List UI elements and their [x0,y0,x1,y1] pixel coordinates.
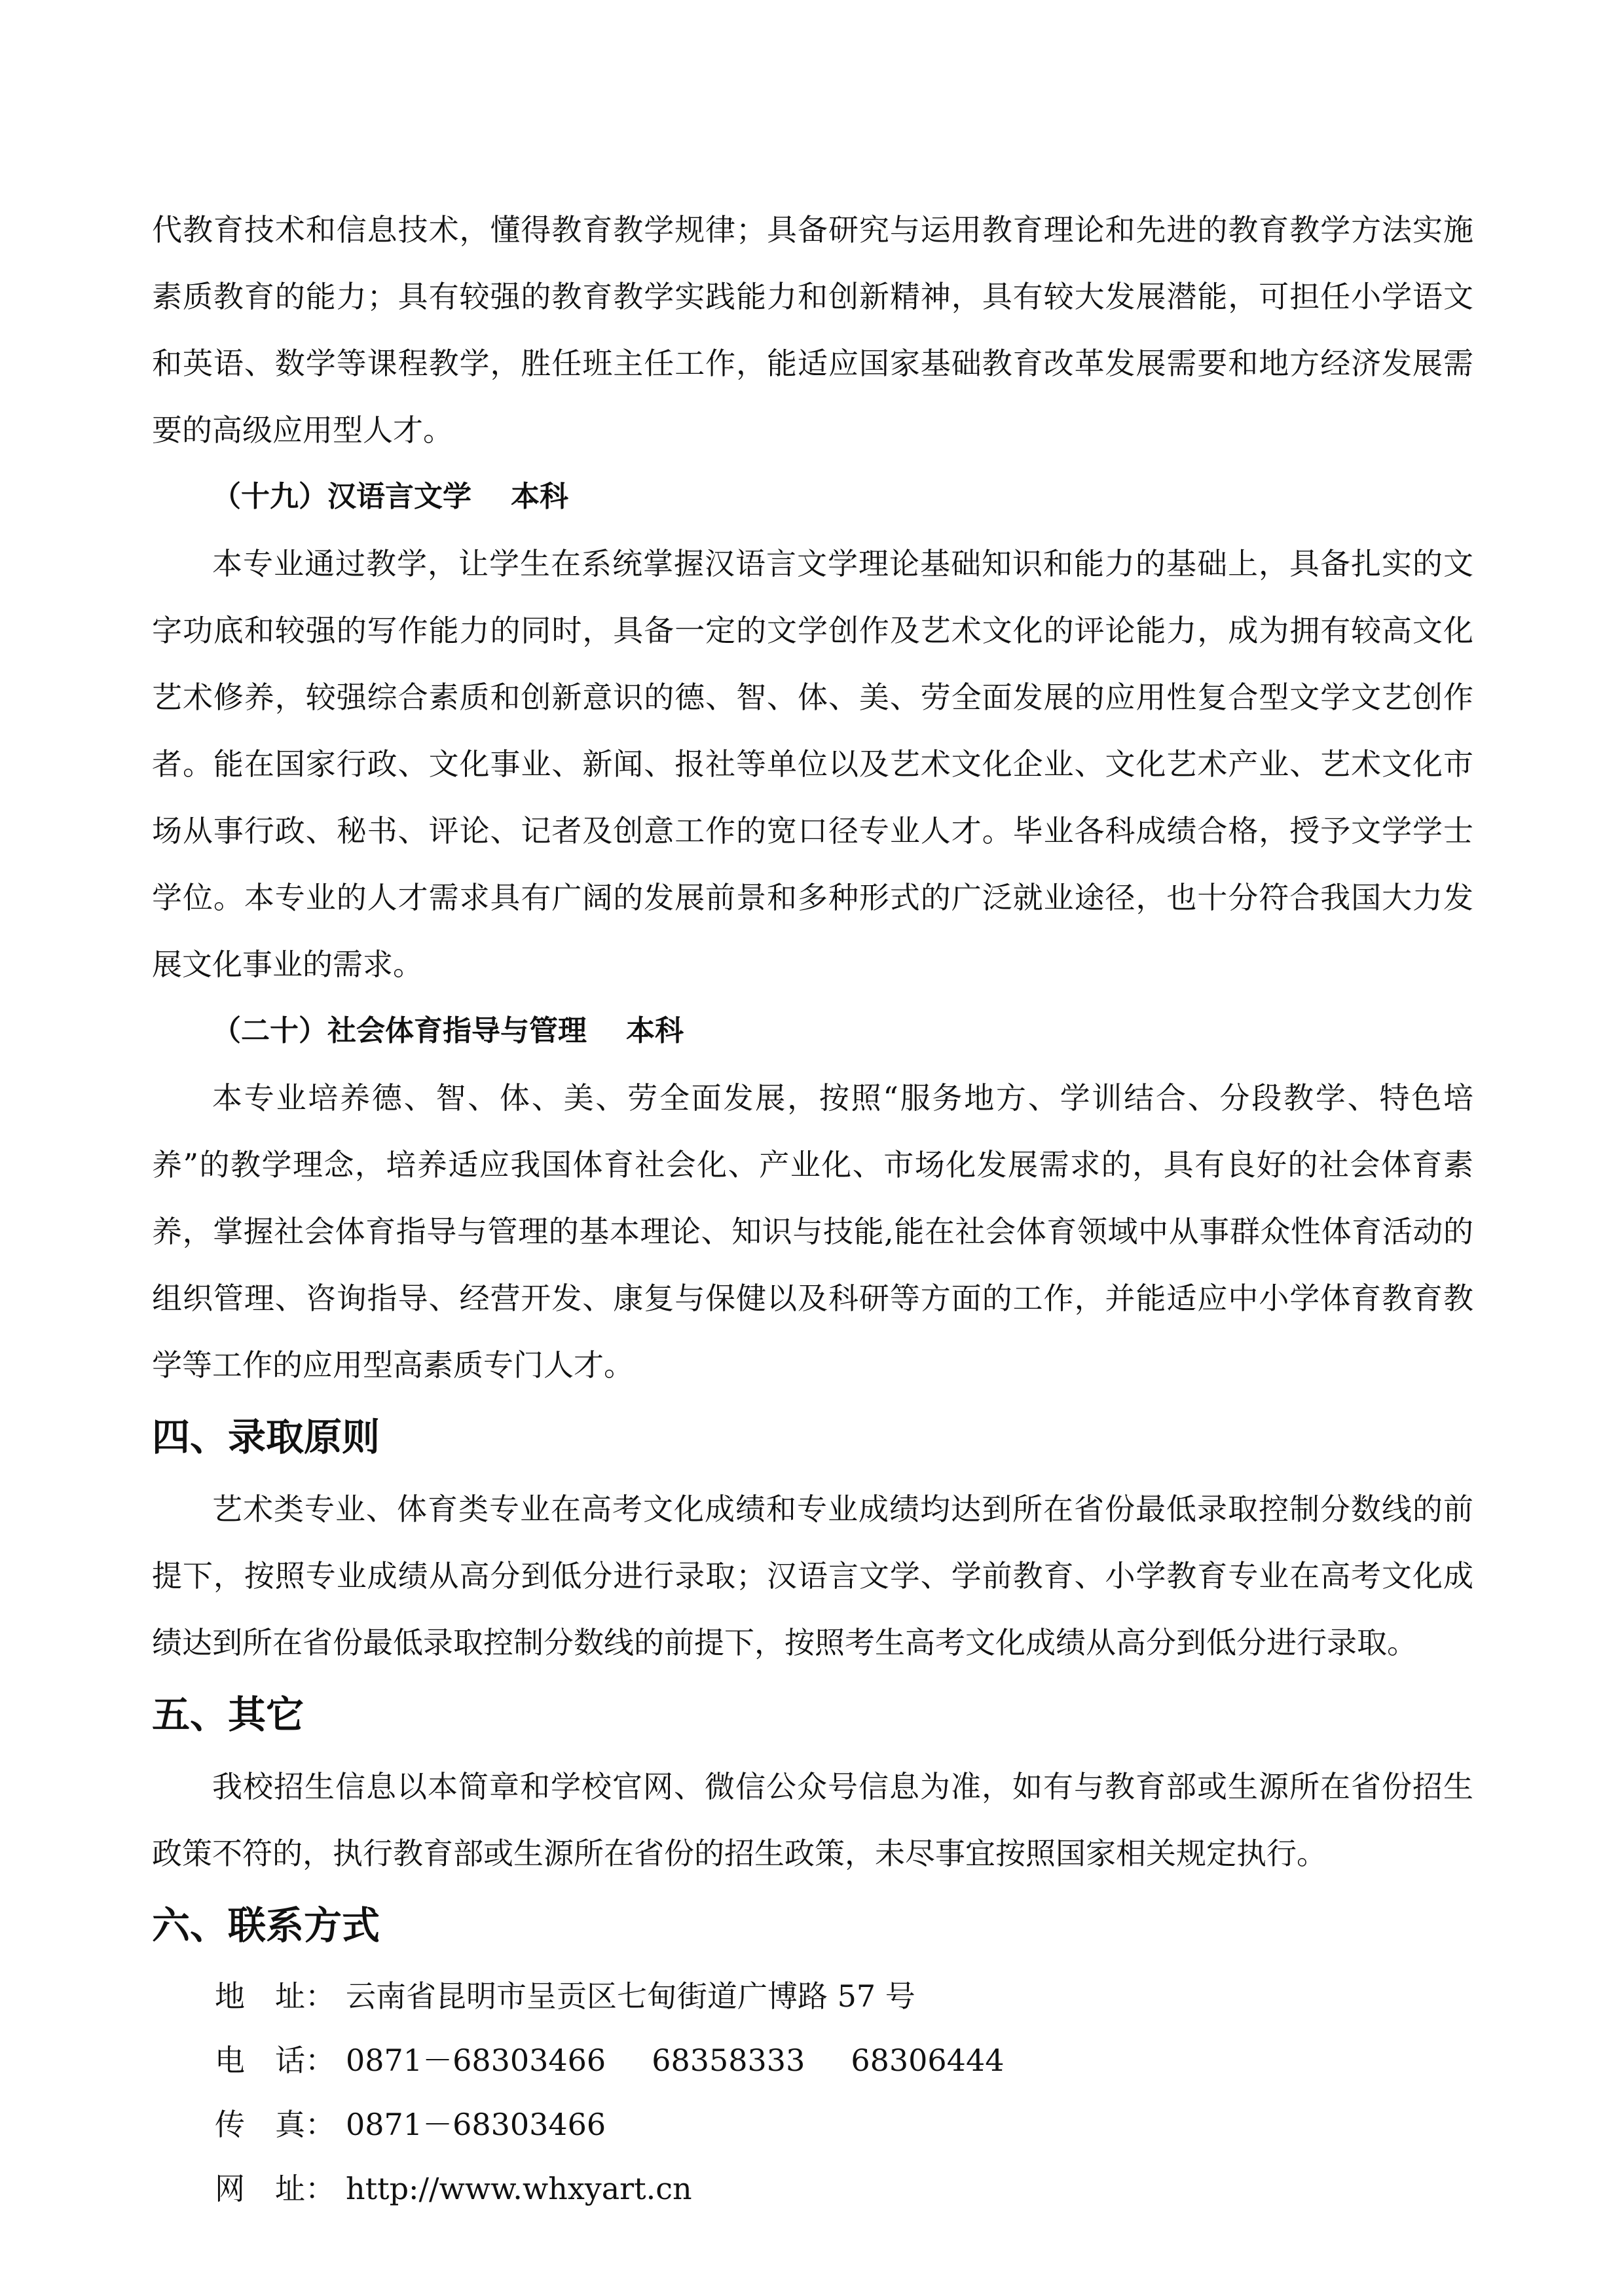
contact-phone-line [152,2028,1473,2092]
contact-address-line [152,1964,1473,2028]
website-label: 网 址： [215,2171,335,2206]
major-heading-chinese-literature [152,464,1473,530]
phone-value-3: 68306444 [851,2043,1005,2078]
major-title: （二十）社会体育指导与管理 [212,1014,587,1048]
paragraph-chinese-literature: 本专业通过教学，让学生在系统掌握汉语言文学理论基础知识和能力的基础上，具备扎实的文字功底和较强的写作能力的同时，具备一定的文学创作及艺术文化的评论能力，成为拥有较高文化艺术修养，较强综合素质和创新意识的德、智、体、美、劳全面发展的应用性复合型文学文艺创作者。能在国家行政、文化事业、新闻、报社等单位以及艺术文化企业、文化艺术产业、艺术文化市场从事行政、秘书、评论、记者及创意工作的宽口径专业人才。毕业各科成绩合格，授予文学学士学位。本专业的人才需求具有广阔的发展前景和多种形式的广泛就业途径，也十分符合我国大力发展文化事业的需求。 [152,546,1473,982]
paragraph-social-sports: 本专业培养德、智、体、美、劳全面发展，按照“服务地方、学训结合、分段教学、特色培养”的教学理念，培养适应我国体育社会化、产业化、市场化发展需求的，具有良好的社会体育素养，掌握社会体育指导与管理的基本理论、知识与技能,能在社会体育领域中从事群众性体育活动的组织管理、咨询指导、经营开发、康复与保健以及科研等方面的工作，并能适应中小学体育教育教学等工作的应用型高素质专门人才。 [152,1080,1473,1383]
address-label: 地 址： [215,1978,335,2014]
phone-value-1: 0871－68303466 [346,2043,606,2078]
contact-website-line [152,2157,1473,2221]
major-title: （十九）汉语言文学 [212,480,471,513]
major-level: 本科 [511,480,568,513]
fax-label: 传 真： [215,2107,335,2142]
paragraph-other: 我校招生信息以本简章和学校官网、微信公众号信息为准，如有与教育部或生源所在省份招生政策不符的，执行教育部或生源所在省份的招生政策，未尽事宜按照国家相关规定执行。 [152,1769,1473,1871]
address-value: 云南省昆明市呈贡区七甸街道广博路 57 号 [346,1978,915,2014]
fax-value: 0871－68303466 [346,2107,606,2142]
major-heading-social-sports [152,998,1473,1065]
section-heading-other: 五、其它 [152,1692,304,1737]
phone-value-2: 68358333 [652,2043,805,2078]
paragraph-primary-education-cont: 代教育技术和信息技术，懂得教育教学规律；具备研究与运用教育理论和先进的教育教学方法实施素质教育的能力；具有较强的教育教学实践能力和创新精神，具有较大发展潜能，可担任小学语文和英语、数学等课程教学，胜任班主任工作，能适应国家基础教育改革发展需要和地方经济发展需要的高级应用型人才。 [152,212,1473,448]
major-level: 本科 [626,1014,684,1048]
phone-label: 电 话： [215,2043,335,2078]
paragraph-admission-principles: 艺术类专业、体育类专业在高考文化成绩和专业成绩均达到所在省份最低录取控制分数线的前提下，按照专业成绩从高分到低分进行录取；汉语言文学、学前教育、小学教育专业在高考文化成绩达到所在省份最低录取控制分数线的前提下，按照考生高考文化成绩从高分到低分进行录取。 [152,1491,1473,1660]
document-page [152,196,1473,2221]
section-heading-contact: 六、联系方式 [152,1903,380,1948]
section-heading-admission-principles: 四、录取原则 [152,1415,380,1459]
website-link[interactable]: http://www.whxyart.cn [346,2171,692,2206]
contact-fax-line [152,2092,1473,2157]
